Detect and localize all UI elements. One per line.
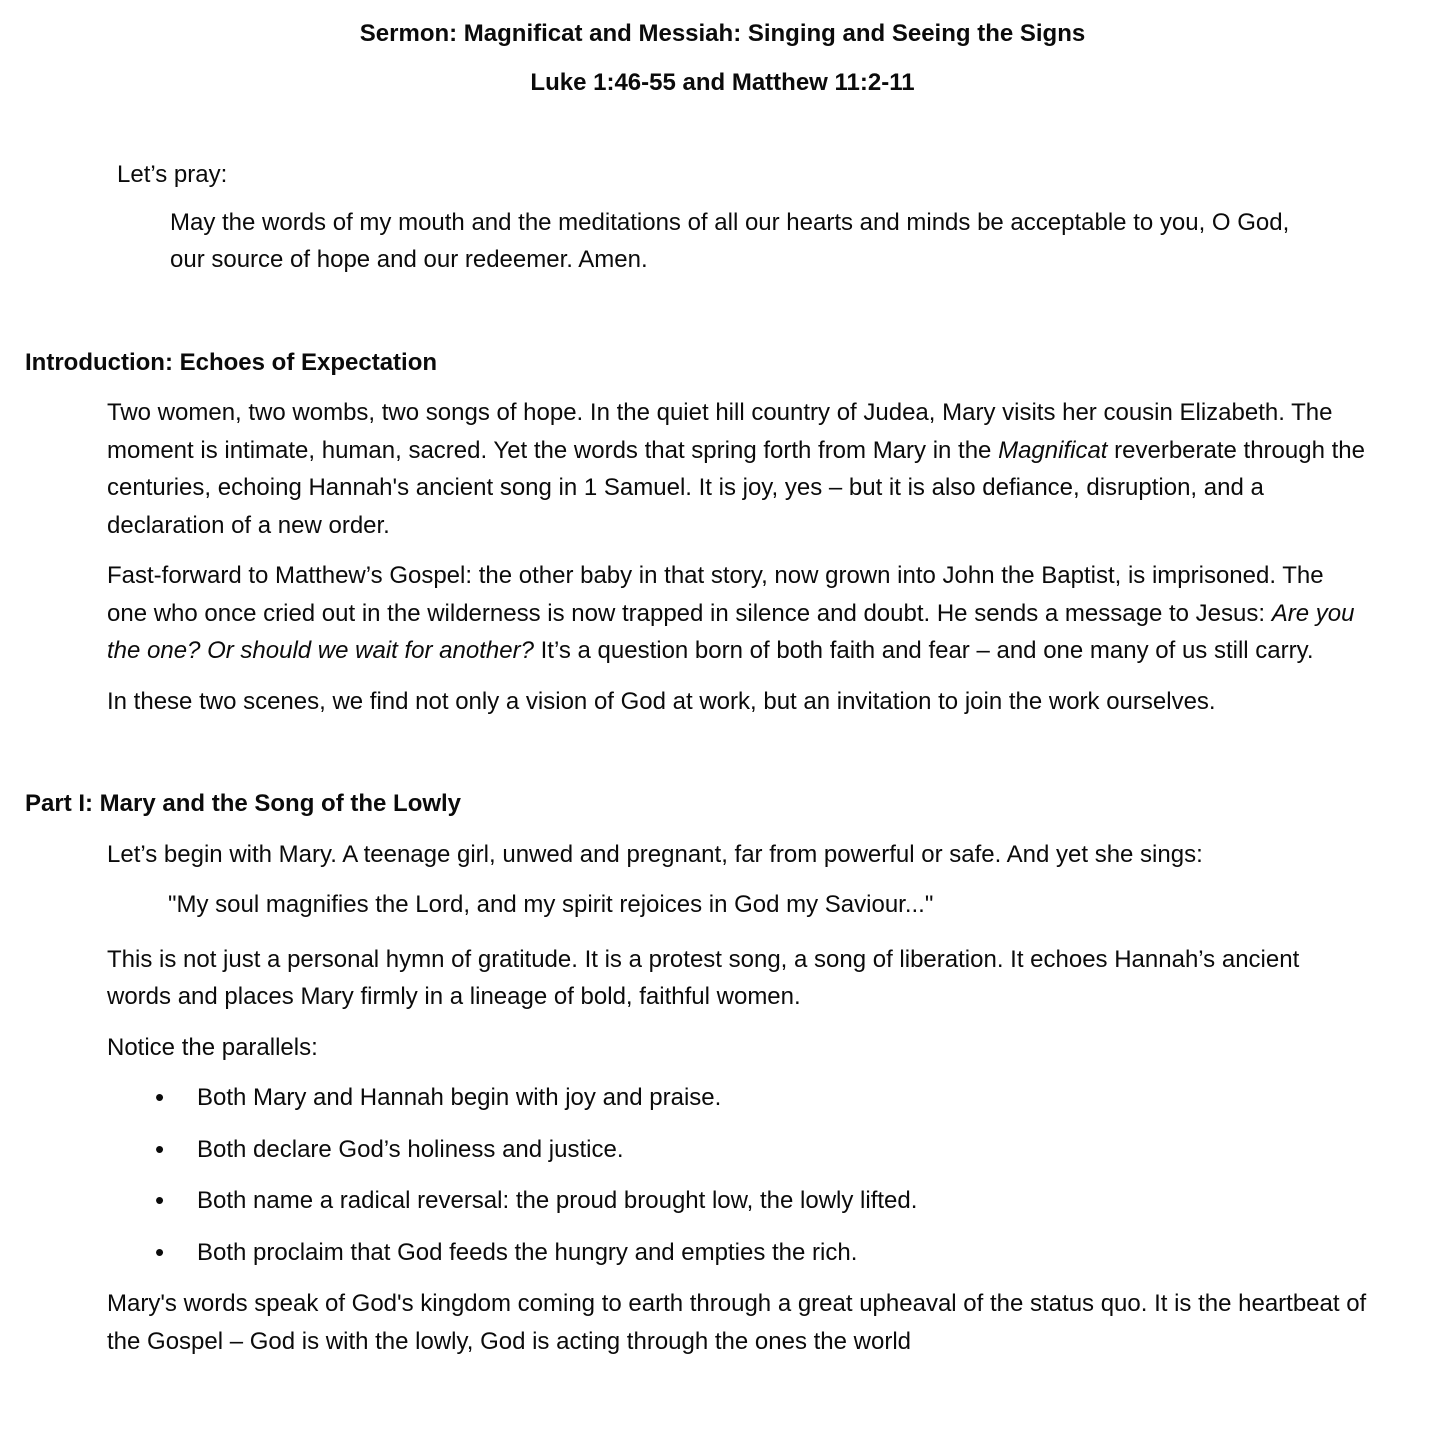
intro-paragraph-1-run-b: reverberate through the centuries, echoing Hannah's ancient song in 1 Samuel. It is joy, yes – but it is also defiance, disruption, and a declaration of a new order. [107,436,1365,539]
part1-paragraph-2: This is not just a personal hymn of gratitude. It is a protest song, a song of liberation. It echoes Hannah’s ancient words and places Mary firmly in a lineage of bold, faithful women. [107,945,1300,1010]
section-heading-introduction: Introduction: Echoes of Expectation [25,348,438,376]
prayer-intro: Let’s pray: [117,161,228,188]
document-title: Sermon: Magnificat and Messiah: Singing and Seeing the Signs [359,20,1086,47]
document-subtitle: Luke 1:46-55 and Matthew 11:2-11 [530,68,915,96]
intro-paragraph-2-run-b: It’s a question born of both faith and fear – and one many of us still carry. [533,637,1314,664]
intro-paragraph-2-italic-run: Are you the one? Or should we wait for another? [107,599,1355,664]
prayer-text: May the words of my mouth and the meditations of all our hearts and minds be acceptable to you, O God, our source of hope and our redeemer. Amen. [170,208,1290,273]
intro-paragraph-2 [107,557,1369,670]
parallels-lead: Notice the parallels: [107,1033,318,1061]
parallels-bullet-list [0,1079,1377,1271]
scripture-quote: "My soul magnifies the Lord, and my spirit rejoices in God my Saviour..." [168,891,934,918]
intro-paragraph-1 [107,394,1369,544]
intro-paragraph-1-run-a: Two women, two wombs, two songs of hope. In the quiet hill country of Judea, Mary visits her cousin Elizabeth. The moment is intimate, human, sacred. Yet the words that spring forth from Mary in the [107,399,1333,464]
intro-paragraph-3: In these two scenes, we find not only a vision of God at work, but an invitation to join the work ourselves. [107,687,1216,715]
bullet-item: • Both proclaim that God feeds the hungry and empties the rich. [197,1234,1377,1272]
bullet-item: • Both Mary and Hannah begin with joy and praise. [197,1079,1377,1117]
part1-paragraph-3: Mary's words speak of God's kingdom coming to earth through a great upheaval of the status quo. It is the heartbeat of the Gospel – God is with the lowly, God is acting through the ones the world [107,1290,1367,1355]
part1-paragraph-1: Let’s begin with Mary. A teenage girl, unwed and pregnant, far from powerful or safe. And yet she sings: [107,840,1203,868]
bullet-item: • Both declare God’s holiness and justice. [197,1131,1377,1169]
bullet-item: • Both name a radical reversal: the proud brought low, the lowly lifted. [197,1182,1377,1220]
section-heading-part1: Part I: Mary and the Song of the Lowly [25,790,462,817]
intro-paragraph-1-italic-run: Magnificat [998,436,1108,464]
intro-paragraph-2-run-a: Fast-forward to Matthew’s Gospel: the other baby in that story, now grown into John the Baptist, is imprisoned. The one who once cried out in the wilderness is now trapped in silence and doubt. He sends a message to Jesus: [107,562,1324,627]
